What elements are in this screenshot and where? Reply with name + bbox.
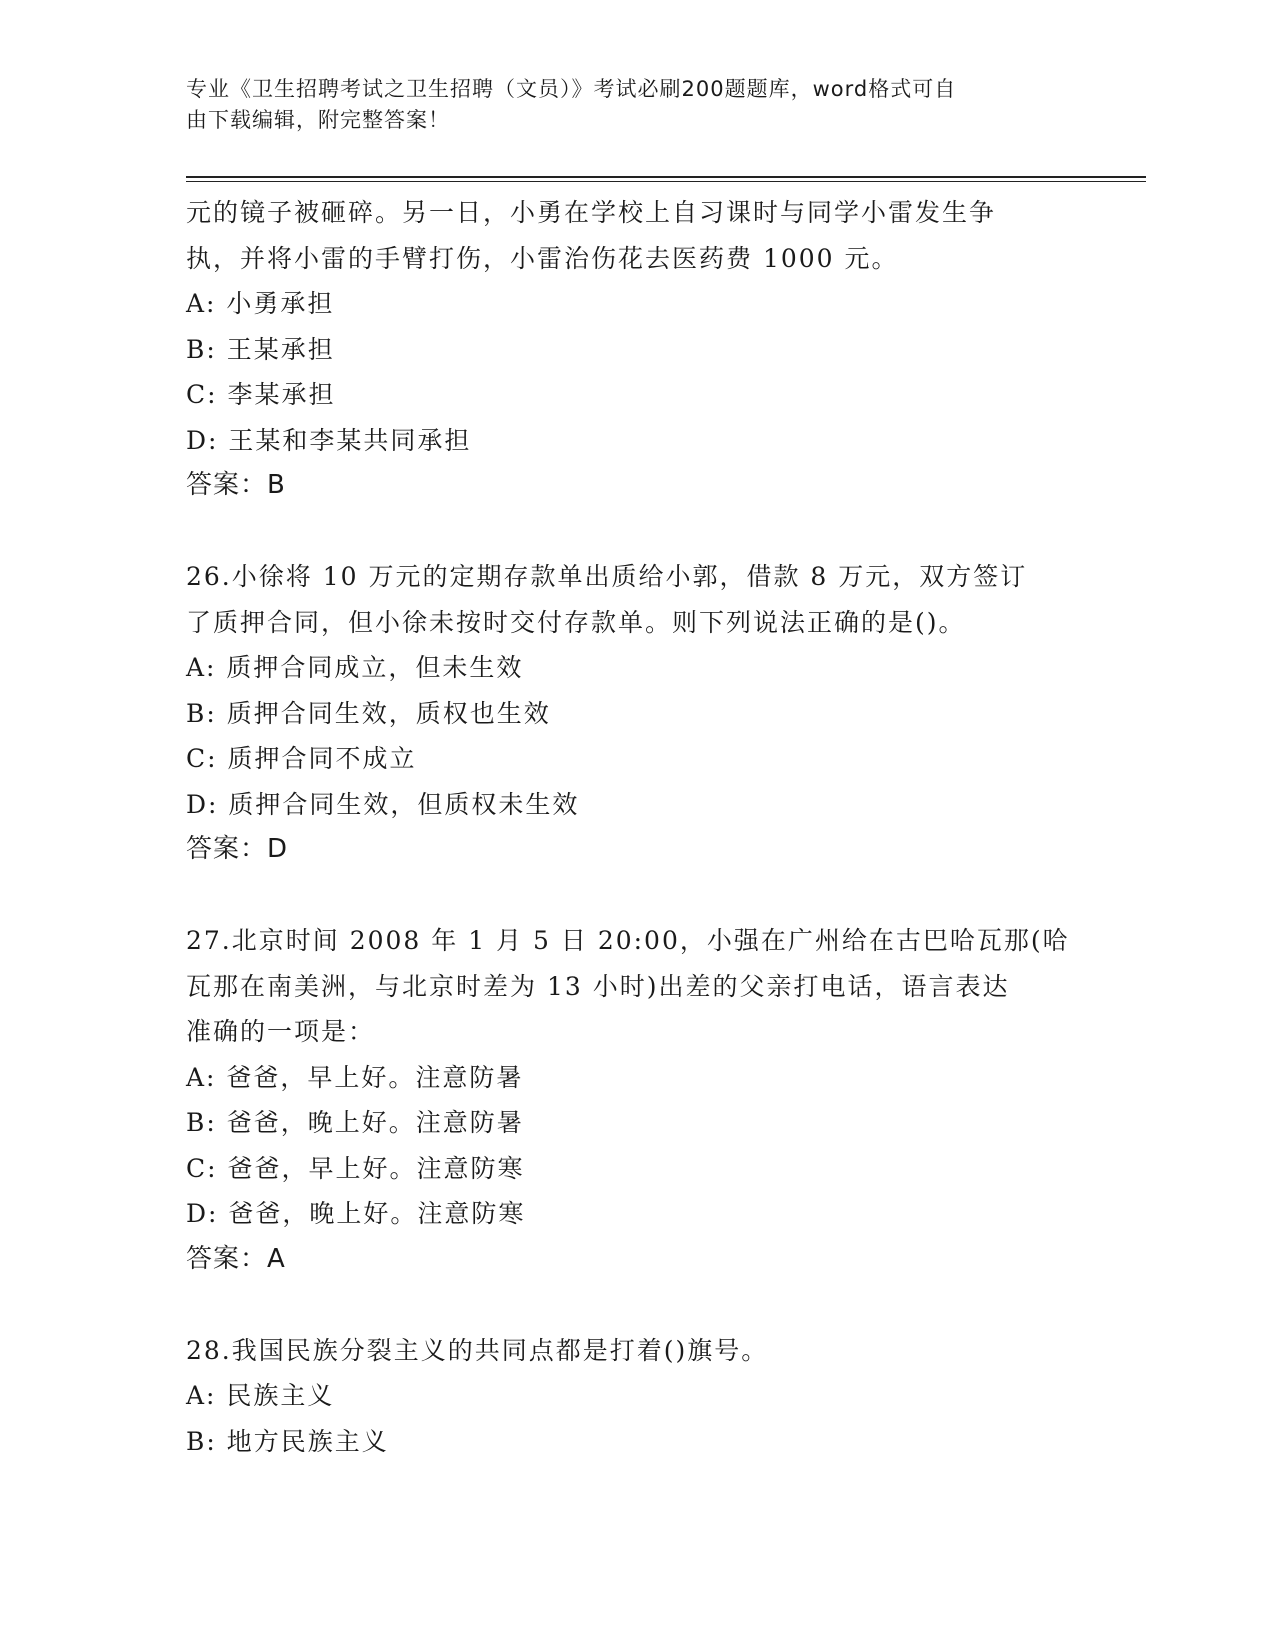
option-b: B: 质押合同生效，质权也生效 [186,698,551,728]
header-divider-thin [186,181,1146,182]
header-line-1: 专业《卫生招聘考试之卫生招聘（文员）》考试必刷200题题库，word格式可自 [186,77,957,101]
option-c: C: 李某承担 [186,380,336,409]
option-c: C: 质押合同不成立 [186,744,417,773]
answer-line: 答案：A [186,1243,286,1274]
question-28 [186,1328,1086,1465]
question-text-line: 28.我国民族分裂主义的共同点都是打着()旗号。 [186,1335,769,1365]
spacer [186,1282,1086,1328]
option-b: B: 地方民族主义 [186,1426,389,1456]
option-b: B: 王某承担 [186,334,335,364]
answer-line: 答案：D [186,834,289,864]
header-line-2: 由下载编辑，附完整答案！ [186,108,450,132]
option-a: A: 小勇承担 [186,289,335,318]
option-d: D: 爸爸，晚上好。注意防寒 [186,1199,526,1228]
question-26 [186,554,1086,873]
question-25-fragment [186,190,1086,509]
question-27 [186,918,1086,1282]
spacer [186,873,1086,919]
answer-line: 答案：B [186,470,286,500]
question-text-line: 准确的一项是： [186,1017,376,1046]
option-a: A: 质押合同成立，但未生效 [186,653,524,682]
option-c: C: 爸爸，早上好。注意防寒 [186,1153,525,1183]
option-d: D: 质押合同生效，但质权未生效 [186,789,580,819]
header-divider-thick [186,176,1146,178]
question-text-line: 元的镜子被砸碎。另一日，小勇在学校上自习课时与同学小雷发生争 [186,198,997,227]
question-text-line: 了质押合同，但小徐未按时交付存款单。则下列说法正确的是()。 [186,607,966,637]
question-text-line: 26.小徐将 10 万元的定期存款单出质给小郭，借款 8 万元，双方签订 [186,562,1028,591]
option-d: D: 王某和李某共同承担 [186,425,472,455]
option-a: A: 民族主义 [186,1381,335,1410]
question-text-line: 瓦那在南美洲，与北京时差为 13 小时)出差的父亲打电话，语言表达 [186,971,1010,1001]
option-a: A: 爸爸，早上好。注意防暑 [186,1062,524,1092]
document-header [186,74,1076,136]
spacer [186,509,1086,555]
question-text-line: 27.北京时间 2008 年 1 月 5 日 20:00，小强在广州给在古巴哈瓦那(哈 [186,926,1070,955]
option-b: B: 爸爸，晚上好。注意防暑 [186,1108,524,1137]
question-list [186,190,1086,1464]
question-text-line: 执，并将小雷的手臂打伤，小雷治伤花去医药费 1000 元。 [186,243,899,273]
